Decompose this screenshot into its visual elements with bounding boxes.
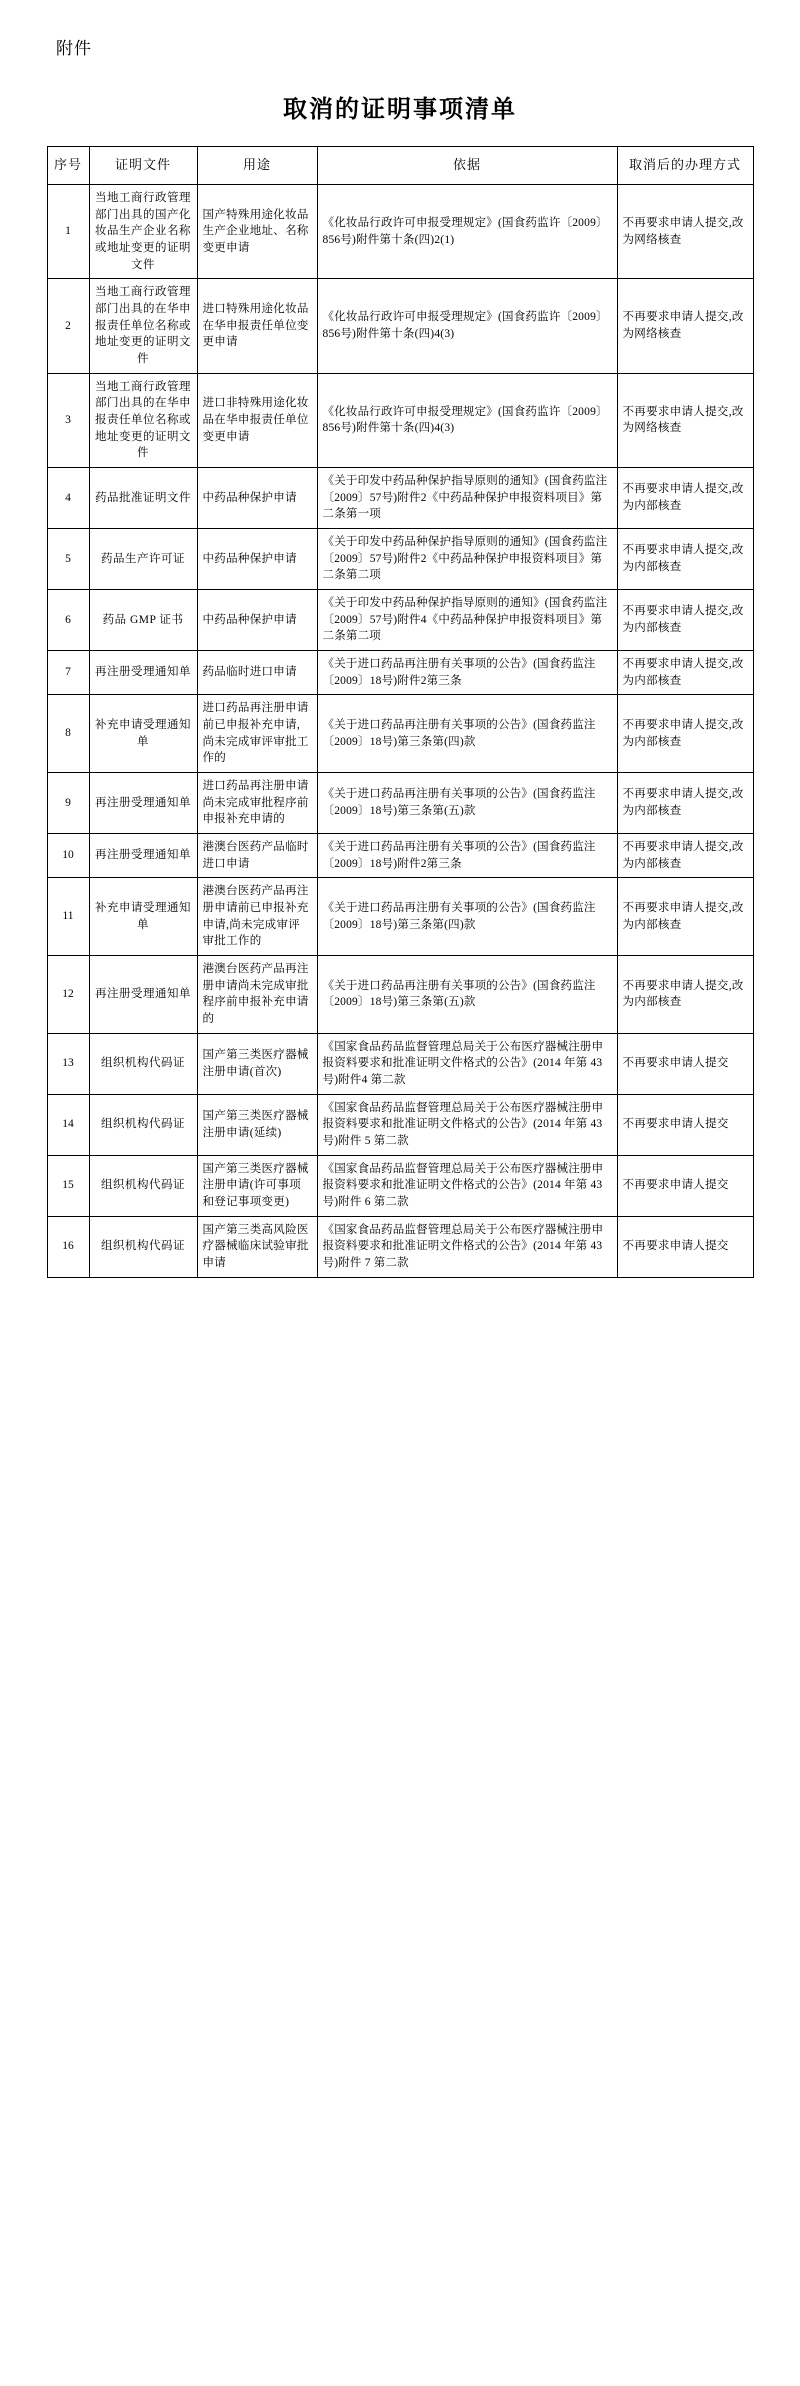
table-row: [47, 834, 753, 878]
cell-doc: 组织机构代码证: [89, 1033, 197, 1094]
cell-after: 不再要求申请人提交,改为网络核查: [617, 373, 753, 467]
cell-doc: 药品 GMP 证书: [89, 589, 197, 650]
table-row: [47, 1155, 753, 1216]
cell-basis: 《关于进口药品再注册有关事项的公告》(国食药监注〔2009〕18号)附件2第三条: [317, 650, 617, 694]
table-row: [47, 1033, 753, 1094]
cell-use: 国产第三类医疗器械注册申请(许可事项和登记事项变更): [197, 1155, 317, 1216]
cell-basis: 《化妆品行政许可申报受理规定》(国食药监许〔2009〕856号)附件第十条(四)4(3): [317, 279, 617, 373]
cell-after: 不再要求申请人提交: [617, 1216, 753, 1277]
cell-no: 13: [47, 1033, 89, 1094]
table-row: [47, 1094, 753, 1155]
cell-use: 国产第三类医疗器械注册申请(首次): [197, 1033, 317, 1094]
cell-use: 进口非特殊用途化妆品在华申报责任单位变更申请: [197, 373, 317, 467]
cell-basis: 《国家食品药品监督管理总局关于公布医疗器械注册申报资料要求和批准证明文件格式的公告》(2014 年第 43 号)附件 5 第二款: [317, 1094, 617, 1155]
cell-after: 不再要求申请人提交: [617, 1155, 753, 1216]
cell-basis: 《关于印发中药品种保护指导原则的通知》(国食药监注〔2009〕57号)附件2《中药品种保护申报资料项目》第二条第二项: [317, 528, 617, 589]
cell-after: 不再要求申请人提交,改为网络核查: [617, 279, 753, 373]
cell-basis: 《关于进口药品再注册有关事项的公告》(国食药监注〔2009〕18号)第三条第(四)款: [317, 695, 617, 773]
cell-basis: 《关于进口药品再注册有关事项的公告》(国食药监注〔2009〕18号)第三条第(五)款: [317, 773, 617, 834]
cell-doc: 再注册受理通知单: [89, 773, 197, 834]
cell-basis: 《国家食品药品监督管理总局关于公布医疗器械注册申报资料要求和批准证明文件格式的公告》(2014 年第 43 号)附件 6 第二款: [317, 1155, 617, 1216]
cell-no: 2: [47, 279, 89, 373]
cell-no: 5: [47, 528, 89, 589]
table-row: [47, 1216, 753, 1277]
cell-no: 15: [47, 1155, 89, 1216]
attachment-label: 附件: [56, 39, 92, 58]
page-title: 取消的证明事项清单: [283, 97, 517, 123]
table-row: [47, 878, 753, 956]
cell-no: 3: [47, 373, 89, 467]
table-row: [47, 956, 753, 1034]
cell-use: 国产特殊用途化妆品生产企业地址、名称变更申请: [197, 184, 317, 278]
cell-doc: 当地工商行政管理部门出具的在华申报责任单位名称或地址变更的证明文件: [89, 373, 197, 467]
cell-after: 不再要求申请人提交: [617, 1094, 753, 1155]
cell-after: 不再要求申请人提交,改为内部核查: [617, 650, 753, 694]
cell-use: 中药品种保护申请: [197, 528, 317, 589]
cell-no: 9: [47, 773, 89, 834]
cell-basis: 《关于进口药品再注册有关事项的公告》(国食药监注〔2009〕18号)附件2第三条: [317, 834, 617, 878]
cell-use: 中药品种保护申请: [197, 467, 317, 528]
cell-no: 7: [47, 650, 89, 694]
table-row: [47, 650, 753, 694]
table-row: [47, 467, 753, 528]
cell-use: 国产第三类医疗器械注册申请(延续): [197, 1094, 317, 1155]
table-row: [47, 373, 753, 467]
column-header-doc: 证明文件: [89, 147, 197, 185]
cell-doc: 组织机构代码证: [89, 1094, 197, 1155]
cell-doc: 补充申请受理通知单: [89, 695, 197, 773]
cell-after: 不再要求申请人提交,改为内部核查: [617, 956, 753, 1034]
cell-doc: 药品生产许可证: [89, 528, 197, 589]
cell-no: 12: [47, 956, 89, 1034]
cell-no: 11: [47, 878, 89, 956]
cell-use: 中药品种保护申请: [197, 589, 317, 650]
cell-use: 港澳台医药产品再注册申请前已申报补充申请,尚未完成审评审批工作的: [197, 878, 317, 956]
cell-after: 不再要求申请人提交,改为内部核查: [617, 589, 753, 650]
cell-doc: 再注册受理通知单: [89, 956, 197, 1034]
cell-no: 6: [47, 589, 89, 650]
table-body: [47, 184, 753, 1277]
cell-no: 8: [47, 695, 89, 773]
cell-doc: 补充申请受理通知单: [89, 878, 197, 956]
cell-use: 进口药品再注册申请尚未完成审批程序前申报补充申请的: [197, 773, 317, 834]
table-row: [47, 279, 753, 373]
cell-no: 14: [47, 1094, 89, 1155]
cell-basis: 《关于印发中药品种保护指导原则的通知》(国食药监注〔2009〕57号)附件4《中药品种保护申报资料项目》第二条第二项: [317, 589, 617, 650]
cell-after: 不再要求申请人提交,改为内部核查: [617, 695, 753, 773]
cell-after: 不再要求申请人提交,改为内部核查: [617, 834, 753, 878]
cell-after: 不再要求申请人提交,改为内部核查: [617, 528, 753, 589]
cell-use: 进口药品再注册申请前已申报补充申请,尚未完成审评审批工作的: [197, 695, 317, 773]
cell-basis: 《关于进口药品再注册有关事项的公告》(国食药监注〔2009〕18号)第三条第(五)款: [317, 956, 617, 1034]
table-row: [47, 184, 753, 278]
cell-basis: 《国家食品药品监督管理总局关于公布医疗器械注册申报资料要求和批准证明文件格式的公告》(2014 年第 43 号)附件 7 第二款: [317, 1216, 617, 1277]
cell-doc: 药品批准证明文件: [89, 467, 197, 528]
table-row: [47, 589, 753, 650]
cell-use: 国产第三类高风险医疗器械临床试验审批申请: [197, 1216, 317, 1277]
cell-basis: 《关于进口药品再注册有关事项的公告》(国食药监注〔2009〕18号)第三条第(四)款: [317, 878, 617, 956]
cell-doc: 组织机构代码证: [89, 1216, 197, 1277]
cell-basis: 《化妆品行政许可申报受理规定》(国食药监许〔2009〕856号)附件第十条(四)2(1): [317, 184, 617, 278]
cell-basis: 《关于印发中药品种保护指导原则的通知》(国食药监注〔2009〕57号)附件2《中药品种保护申报资料项目》第二条第一项: [317, 467, 617, 528]
table-row: [47, 773, 753, 834]
cell-doc: 当地工商行政管理部门出具的国产化妆品生产企业名称或地址变更的证明文件: [89, 184, 197, 278]
cell-doc: 再注册受理通知单: [89, 834, 197, 878]
column-header-after: 取消后的办理方式: [617, 147, 753, 185]
cell-basis: 《化妆品行政许可申报受理规定》(国食药监许〔2009〕856号)附件第十条(四)4(3): [317, 373, 617, 467]
column-header-use: 用途: [197, 147, 317, 185]
cell-doc: 组织机构代码证: [89, 1155, 197, 1216]
cell-use: 港澳台医药产品临时进口申请: [197, 834, 317, 878]
cell-after: 不再要求申请人提交,改为网络核查: [617, 184, 753, 278]
cell-no: 16: [47, 1216, 89, 1277]
cell-doc: 再注册受理通知单: [89, 650, 197, 694]
cell-use: 进口特殊用途化妆品在华申报责任单位变更申请: [197, 279, 317, 373]
cell-no: 4: [47, 467, 89, 528]
cell-after: 不再要求申请人提交,改为内部核查: [617, 467, 753, 528]
cancelled-certificates-table: [47, 146, 754, 1278]
table-row: [47, 695, 753, 773]
cell-no: 1: [47, 184, 89, 278]
cell-doc: 当地工商行政管理部门出具的在华申报责任单位名称或地址变更的证明文件: [89, 279, 197, 373]
table-row: [47, 528, 753, 589]
cell-after: 不再要求申请人提交: [617, 1033, 753, 1094]
cell-use: 药品临时进口申请: [197, 650, 317, 694]
cell-basis: 《国家食品药品监督管理总局关于公布医疗器械注册申报资料要求和批准证明文件格式的公告》(2014 年第 43 号)附件4 第二款: [317, 1033, 617, 1094]
column-header-basis: 依据: [317, 147, 617, 185]
table-header-row: [47, 147, 753, 185]
cell-after: 不再要求申请人提交,改为内部核查: [617, 878, 753, 956]
cell-after: 不再要求申请人提交,改为内部核查: [617, 773, 753, 834]
cell-use: 港澳台医药产品再注册申请尚未完成审批程序前申报补充申请的: [197, 956, 317, 1034]
column-header-no: 序号: [47, 147, 89, 185]
cell-no: 10: [47, 834, 89, 878]
